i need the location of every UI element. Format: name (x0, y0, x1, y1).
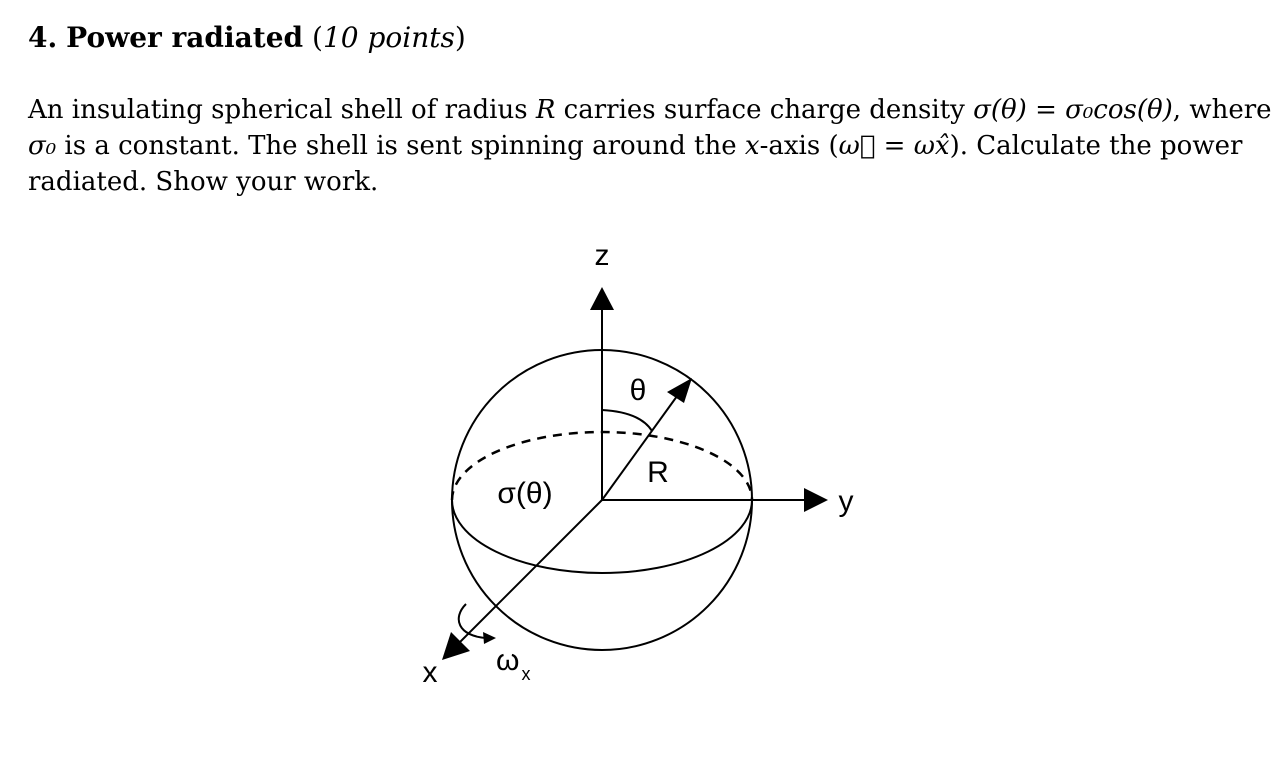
statement-text: carries surface charge density (555, 95, 974, 125)
statement-text: , where (1172, 95, 1272, 125)
radius-arrowhead (667, 378, 692, 403)
y-axis-arrowhead (804, 488, 828, 512)
theta-arc (602, 410, 652, 431)
statement-text: is a constant. The shell is sent spinning around the (56, 131, 745, 161)
statement-text: An insulating spherical shell of radius (28, 95, 536, 125)
omega-label (496, 644, 530, 684)
sigma-zero-symbol: σ₀ (28, 131, 57, 161)
equator-front (452, 500, 752, 573)
points-close-paren: ) (454, 21, 466, 54)
charge-density-label: σ(θ) (497, 477, 553, 510)
theta-label: θ (629, 374, 647, 407)
radius-symbol: R (535, 95, 556, 125)
omega-subscript: x (521, 664, 531, 684)
z-axis-arrowhead (590, 287, 614, 310)
statement-text: ). Calculate the power (949, 131, 1243, 161)
y-axis-label: y (838, 485, 854, 518)
statement-line-3: radiated. Show your work. (28, 167, 379, 197)
points-open-paren: ( (312, 21, 323, 54)
x-symbol: x (744, 131, 760, 161)
z-axis-label: z (594, 239, 610, 272)
angular-velocity-equation: ω⃗ = ωx̂ (838, 131, 950, 161)
omega-symbol: ω (496, 644, 520, 677)
charge-density-equation: σ(θ) = σ₀cos(θ) (973, 95, 1173, 125)
radius-label: R (647, 456, 669, 489)
statement-text: -axis ( (759, 131, 839, 161)
problem-points: 10 points (322, 21, 455, 54)
x-axis-label: x (422, 656, 438, 689)
problem-number: 4. (28, 21, 58, 54)
problem-title: Power radiated (66, 21, 304, 54)
rotation-arrowhead (483, 632, 496, 644)
